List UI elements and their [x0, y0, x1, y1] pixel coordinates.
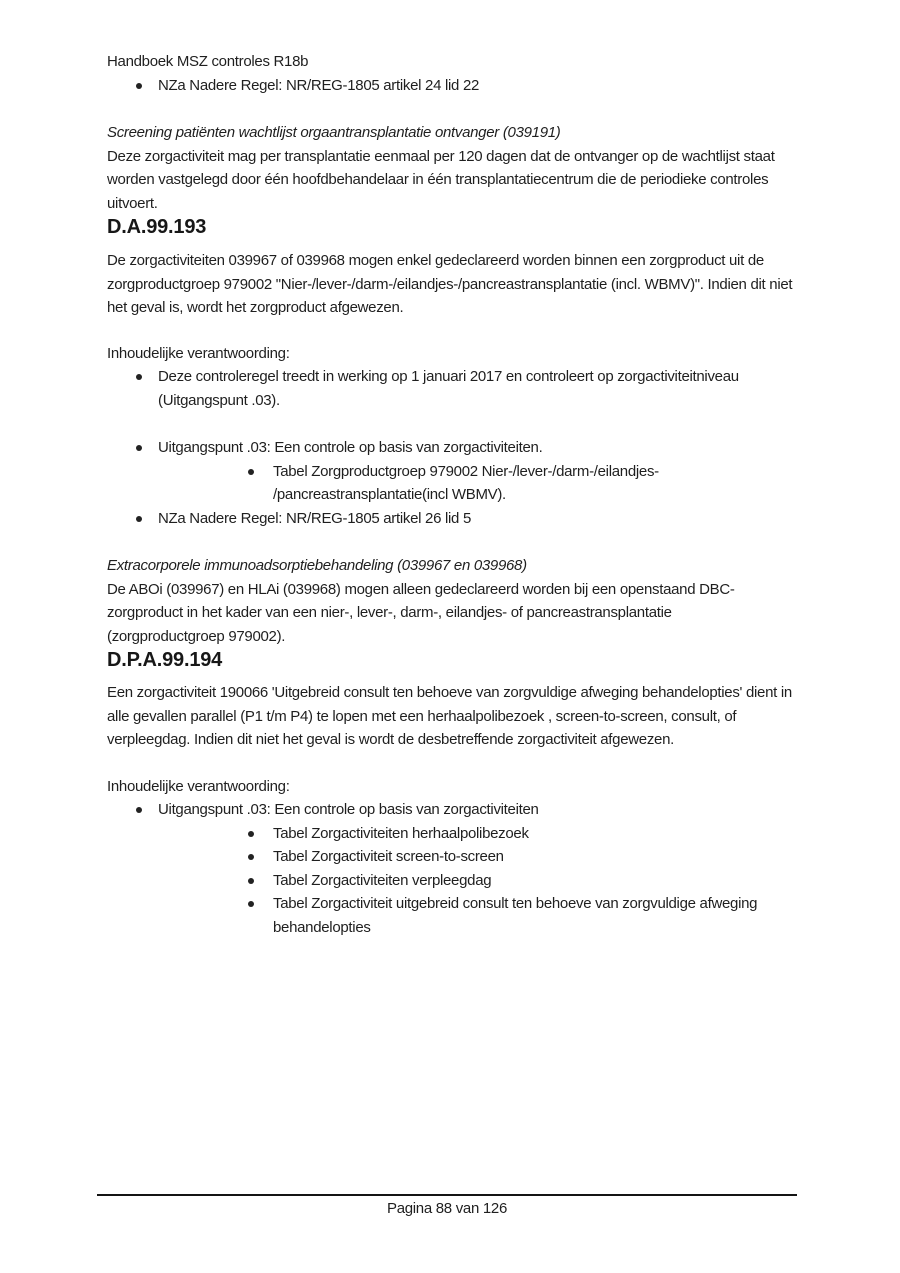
section-193-bullet-list-2 [107, 507, 793, 531]
section-194-bullet-list [107, 798, 793, 822]
document-header-title: Handboek MSZ controles R18b [107, 53, 309, 70]
page-number-text: Pagina 88 van 126 [386, 1200, 507, 1217]
page-footer [97, 1194, 797, 1220]
bullet-uitgangspunt-03-194: Uitgangspunt .03: Een controle op basis van zorgactiviteiten [107, 798, 793, 822]
bullet-uitgangspunt-03: Uitgangspunt .03: Een controle op basis van zorgactiviteiten. [107, 436, 793, 460]
section-heading-da-99-193: D.A.99.193 [107, 216, 207, 238]
section-193-sub-bullet-list [107, 460, 793, 507]
section-193-bullet-list [107, 365, 793, 460]
bullet-controleregel-2017: Deze controleregel treedt in werking op 1 januari 2017 en controleert op zorgactiviteitniveau (Uitgangspunt .03). [107, 365, 793, 412]
bullet-nza-regel-26: NZa Nadere Regel: NR/REG-1805 artikel 26 lid 5 [107, 507, 793, 531]
section-heading-dpa-99-194: D.P.A.99.194 [107, 649, 223, 671]
section-193-paragraph: De zorgactiviteiten 039967 of 039968 mogen enkel gedeclareerd worden binnen een zorgproduct uit de zorgproductgroep 979002 "Nier-/lever-/darm-/eilandjes-/pancreastransplantatie (incl. WBMV)". Indien dit niet het geval is, wordt het zorgproduct afgewezen. [107, 252, 793, 316]
intro-bullet-list [107, 74, 793, 98]
screening-paragraph: Deze zorgactiviteit mag per transplantatie eenmaal per 120 dagen dat de ontvanger op de wachtlijst staat worden vastgelegd door één hoofdbehandelaar in één transplantatiecentrum die de periodieke controles uitvoert. [107, 147, 775, 212]
sub-bullet-tabel-herhaalpolibezoek: Tabel Zorgactiviteiten herhaalpolibezoek [107, 822, 793, 846]
sub-bullet-tabel-verpleegdag: Tabel Zorgactiviteiten verpleegdag [107, 869, 793, 893]
section-193-accountability-label: Inhoudelijke verantwoording: [107, 344, 290, 362]
extracorporele-block [107, 554, 793, 648]
bullet-nza-regel-24: NZa Nadere Regel: NR/REG-1805 artikel 24 lid 22 [107, 74, 793, 98]
screening-block [107, 121, 793, 215]
sub-bullet-tabel-screen-to-screen: Tabel Zorgactiviteit screen-to-screen [107, 845, 793, 869]
section-194-sub-bullet-list [107, 822, 793, 940]
screening-title: Screening patiënten wachtlijst orgaantransplantatie ontvanger (039191) [107, 124, 561, 141]
section-194-accountability-label: Inhoudelijke verantwoording: [107, 777, 290, 795]
sub-bullet-tabel-zorgproductgroep: Tabel Zorgproductgroep 979002 Nier-/lever-/darm-/eilandjes- /pancreastransplantatie(incl WBMV). [107, 460, 793, 507]
extracorporele-paragraph: De ABOi (039967) en HLAi (039968) mogen alleen gedeclareerd worden bij een openstaand DBC-zorgproduct in het kader van een nier-, lever-, darm-, eilandjes- of pancreastransplantatie (zorgproductgroep 979002). [107, 580, 735, 645]
section-194-paragraph: Een zorgactiviteit 190066 'Uitgebreid consult ten behoeve van zorgvuldige afweging behandelopties' dient in alle gevallen parallel (P1 t/m P4) te lopen met een herhaalpolibezoek , screen-to-screen, consult, of verpleegdag. Indien dit niet het geval is wordt de desbetreffende zorgactiviteit afgewezen. [107, 684, 792, 748]
sub-bullet-tabel-uitgebreid-consult: Tabel Zorgactiviteit uitgebreid consult ten behoeve van zorgvuldige afweging behandelopties [107, 892, 793, 939]
extracorporele-title: Extracorporele immunoadsorptiebehandeling (039967 en 039968) [107, 557, 527, 574]
